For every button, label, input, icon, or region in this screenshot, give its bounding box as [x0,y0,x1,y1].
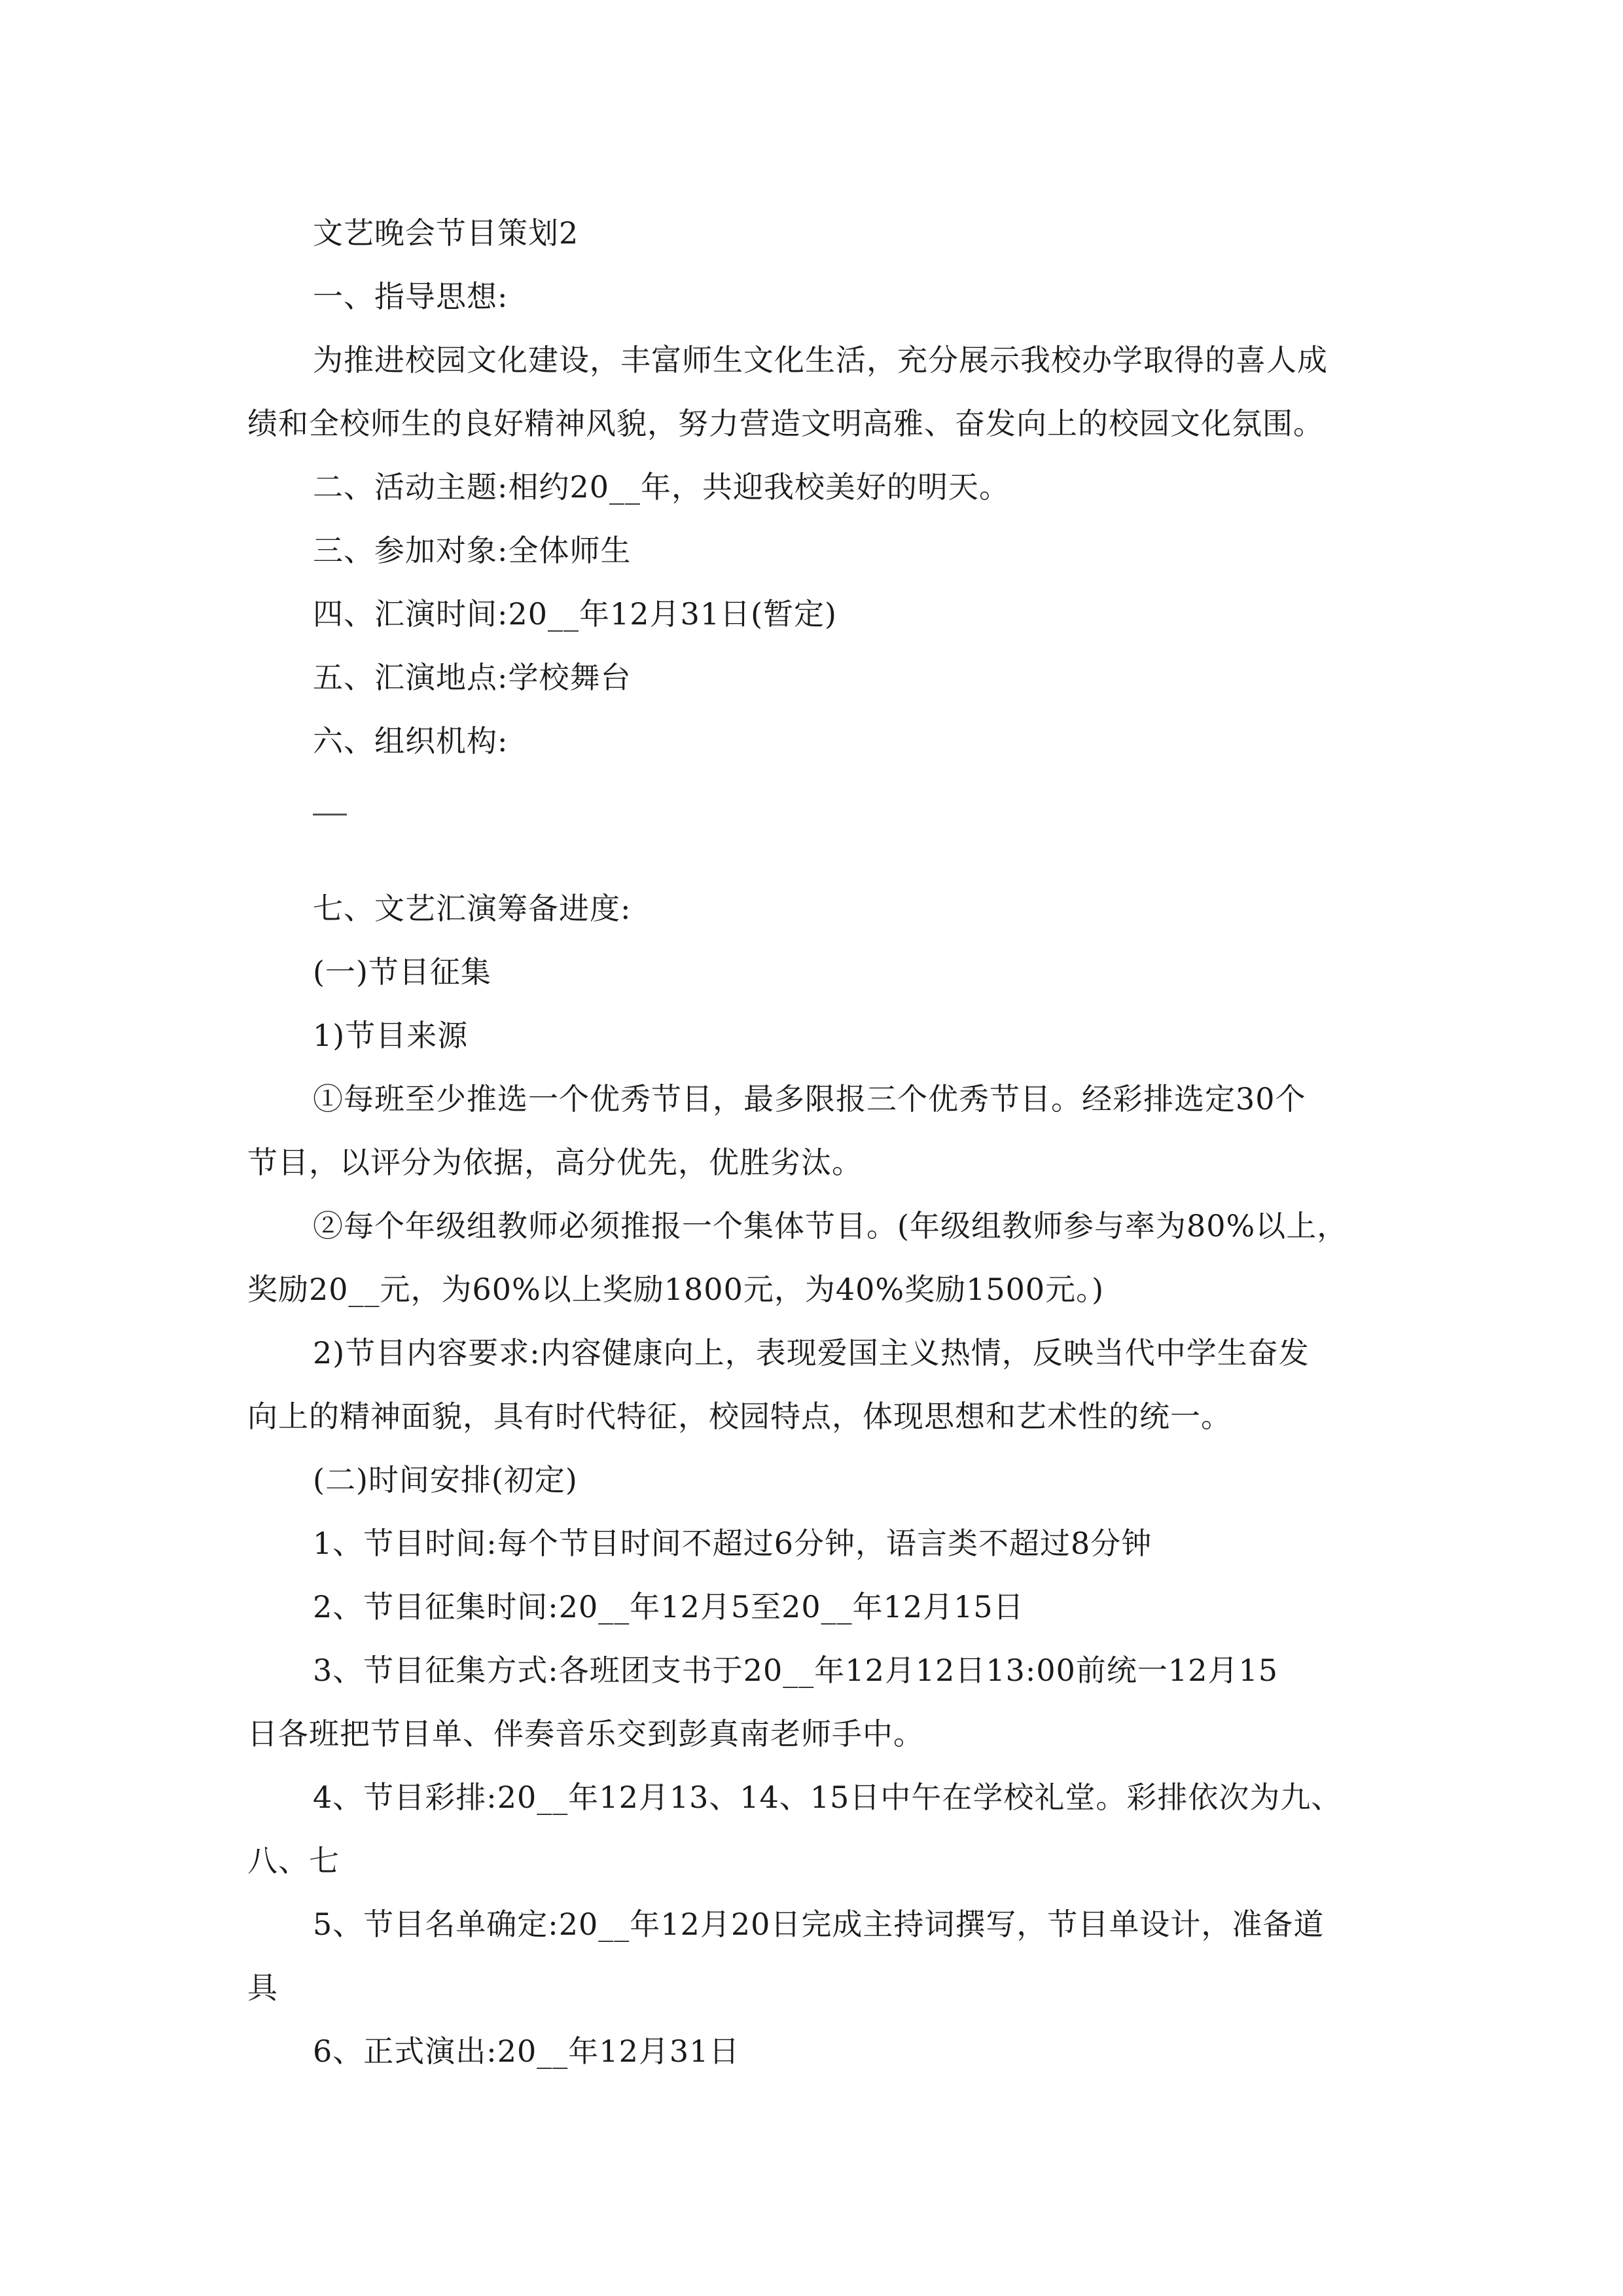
section-heading-preparation: 七、文艺汇演筹备进度: [313,891,632,926]
section-heading-participants: 三、参加对象:全体师生 [313,533,632,568]
section-heading-theme: 二、活动主题:相约20__年，共迎我校美好的明天。 [313,469,1010,505]
subsection-heading-collection: (一)节目征集 [313,954,491,990]
document-body [247,202,1399,2083]
schedule-item-continued: 日各班把节目单、伴奏音乐交到彭真南老师手中。 [247,1716,924,1751]
section-heading-organization: 六、组织机构: [313,723,508,759]
dash-mark [313,814,347,816]
paragraph-line: 2)节目内容要求:内容健康向上，表现爱国主义热情，反映当代中学生奋发 [313,1335,1310,1371]
schedule-item: 1、节目时间:每个节目时间不超过6分钟，语言类不超过8分钟 [313,1526,1152,1561]
section-heading-time: 四、汇演时间:20__年12月31日(暂定) [313,596,837,632]
subsection-heading-source: 1)节目来源 [313,1018,469,1053]
section-heading-guiding-idea: 一、指导思想: [313,279,508,314]
schedule-item-continued: 具 [247,1970,278,2005]
paragraph-line: 节目，以评分为依据，高分优先，优胜劣汰。 [247,1145,863,1180]
paragraph-line: ②每个年级组教师必须推报一个集体节目。(年级组教师参与率为80%以上， [313,1208,1348,1244]
subsection-heading-schedule: (二)时间安排(初定) [313,1462,578,1498]
section-heading-location: 五、汇演地点:学校舞台 [313,660,632,695]
schedule-item: 5、节目名单确定:20__年12月20日完成主持词撰写，节目单设计，准备道 [313,1907,1325,1942]
schedule-item: 4、节目彩排:20__年12月13、14、15日中午在学校礼堂。彩排依次为九、 [313,1780,1342,1815]
schedule-item: 3、节目征集方式:各班团支书于20__年12月12日13:00前统一12月15 [313,1653,1278,1688]
document-title: 文艺晚会节目策划2 [313,215,579,251]
schedule-item-continued: 八、七 [247,1843,340,1878]
schedule-item: 2、节目征集时间:20__年12月5至20__年12月15日 [313,1589,1024,1624]
schedule-item: 6、正式演出:20__年12月31日 [313,2034,740,2069]
paragraph-line: 奖励20__元，为60%以上奖励1800元，为40%奖励1500元。) [247,1272,1105,1307]
paragraph-line: ①每班至少推选一个优秀节目，最多限报三个优秀节目。经彩排选定30个 [313,1081,1306,1117]
paragraph-line: 绩和全校师生的良好精神风貌，努力营造文明高雅、奋发向上的校园文化氛围。 [247,406,1324,441]
paragraph-line: 为推进校园文化建设，丰富师生文化生活，充分展示我校办学取得的喜人成 [313,342,1328,378]
placeholder-dash [247,814,1399,877]
paragraph-line: 向上的精神面貌，具有时代特征，校园特点，体现思想和艺术性的统一。 [247,1399,1232,1434]
